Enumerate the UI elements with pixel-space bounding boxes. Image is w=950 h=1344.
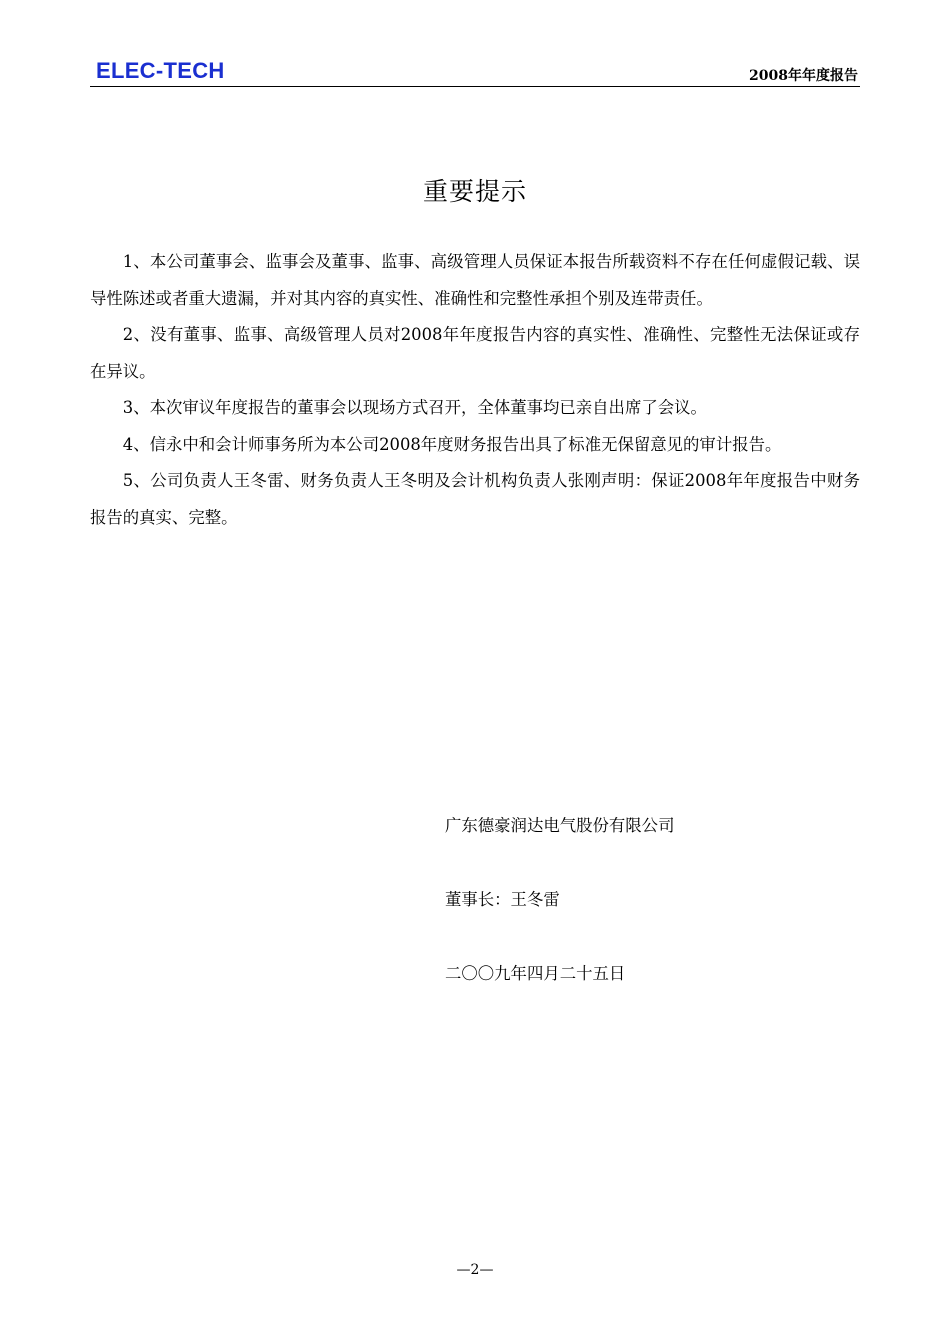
report-title: 2008年年度报告 [749, 68, 858, 84]
company-logo: ELEC-TECH [96, 58, 225, 83]
notice-paragraph: 5、公司负责人王冬雷、财务负责人王冬明及会计机构负责人张刚声明：保证2008年年度报告中财务报告的真实、完整。 [90, 471, 860, 527]
signature-chairman: 董事长：王冬雷 [445, 890, 560, 909]
page-title: 重要提示 [422, 177, 527, 206]
page-number: —2— [456, 1262, 494, 1278]
notice-paragraph: 4、信永中和会计师事务所为本公司2008年度财务报告出具了标准无保留意见的审计报告。 [122, 434, 782, 454]
page-header [90, 58, 860, 87]
notice-paragraph: 2、没有董事、监事、高级管理人员对2008年年度报告内容的真实性、准确性、完整性无法保证或存在异议。 [90, 325, 860, 381]
notice-paragraph: 1、本公司董事会、监事会及董事、监事、高级管理人员保证本报告所载资料不存在任何虚假记载、误导性陈述或者重大遗漏，并对其内容的真实性、准确性和完整性承担个别及连带责任。 [90, 252, 860, 308]
notice-body [90, 244, 860, 536]
signature-company: 广东德豪润达电气股份有限公司 [445, 816, 675, 835]
signature-date: 二〇〇九年四月二十五日 [445, 964, 626, 983]
notice-paragraph: 3、本次审议年度报告的董事会以现场方式召开，全体董事均已亲自出席了会议。 [122, 398, 707, 417]
